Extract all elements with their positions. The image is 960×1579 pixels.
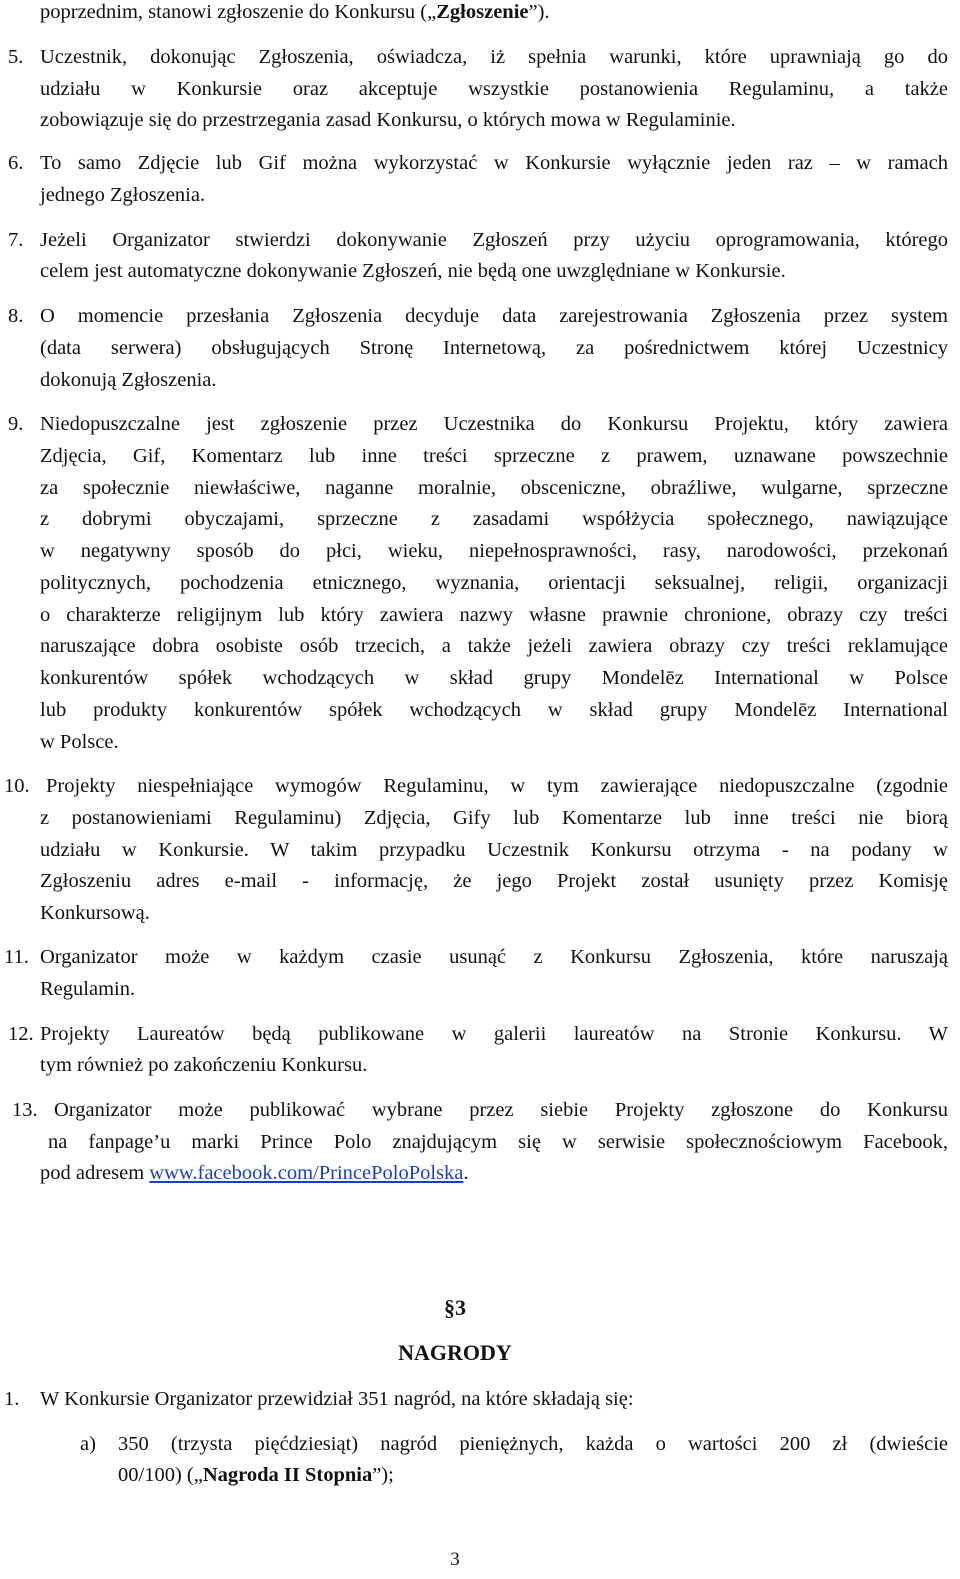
paragraph-line: naruszające dobra osobiste osób trzecich, a także jeżeli zawiera obrazy czy treści reklamujące [40, 635, 948, 657]
paragraph-number: 8. [8, 305, 24, 327]
paragraph-line: z dobrymi obyczajami, sprzeczne z zasadami współżycia społecznego, nawiązujące [40, 508, 948, 530]
section-title: NAGRODY [398, 1340, 512, 1365]
paragraph-line: lub produkty konkurentów spółek wchodzących w skład grupy Mondelēz International [40, 699, 948, 721]
paragraph-line: Zgłoszeniu adres e-mail - informację, że jego Projekt został usunięty przez Komisję [40, 870, 948, 892]
paragraph-line: Projekty niespełniające wymogów Regulaminu, w tym zawierające niedopuszczalne (zgodnie [46, 775, 948, 797]
defined-term: Zgłoszenie [436, 1, 529, 23]
paragraph-number: 12. [8, 1023, 34, 1045]
paragraph-line: celem jest automatyczne dokonywanie Zgłoszeń, nie będą one uwzględniane w Konkursie. [40, 260, 786, 282]
paragraph-line: w Polsce. [40, 731, 119, 753]
paragraph-line: 350 (trzysta pięćdziesiąt) nagród pieniężnych, każda o wartości 200 zł (dwieście [118, 1433, 948, 1455]
paragraph-line: dokonują Zgłoszenia. [40, 369, 217, 391]
paragraph-number: 13. [12, 1099, 38, 1121]
paragraph-line: Uczestnik, dokonując Zgłoszenia, oświadcza, iż spełnia warunki, które uprawniają go do [40, 46, 948, 68]
paragraph-line: Konkursową. [40, 902, 150, 924]
paragraph-line: tym również po zakończeniu Konkursu. [40, 1054, 368, 1076]
paragraph-number: 11. [4, 946, 29, 968]
paragraph-line: Organizator może publikować wybrane przez siebie Projekty zgłoszone do Konkursu [54, 1099, 948, 1121]
paragraph-line: za społecznie niewłaściwe, naganne moralnie, obsceniczne, obraźliwe, wulgarne, sprzeczne [40, 477, 948, 499]
page-number: 3 [450, 1549, 460, 1570]
paragraph-line: z postanowieniami Regulaminu) Zdjęcia, Gify lub Komentarze lub inne treści nie biorą [40, 807, 948, 829]
paragraph-line: jednego Zgłoszenia. [40, 184, 206, 206]
paragraph-line: udziału w Konkursie oraz akceptuje wszystkie postanowienia Regulaminu, a także [40, 78, 948, 100]
list-label: a) [80, 1433, 96, 1455]
paragraph-line: pod adresem www.facebook.com/PrincePoloPolska. [40, 1162, 469, 1184]
paragraph-line: Organizator może w każdym czasie usunąć z Konkursu Zgłoszenia, które naruszają [40, 946, 948, 968]
facebook-link[interactable]: www.facebook.com/PrincePoloPolska [149, 1162, 464, 1184]
paragraph-line: 00/100) („Nagroda II Stopnia”); [118, 1464, 394, 1486]
paragraph-line: w negatywny sposób do płci, wieku, niepełnosprawności, rasy, narodowości, przekonań [40, 540, 948, 562]
paragraph-line: To samo Zdjęcie lub Gif można wykorzystać w Konkursie wyłącznie jeden raz – w ramach [40, 152, 948, 174]
paragraph-number: 5. [8, 46, 24, 68]
paragraph-line: Regulamin. [40, 978, 136, 1000]
paragraph-line: Niedopuszczalne jest zgłoszenie przez Uczestnika do Konkursu Projektu, który zawiera [40, 413, 948, 435]
paragraph-line: O momencie przesłania Zgłoszenia decyduje data zarejestrowania Zgłoszenia przez system [40, 305, 948, 327]
paragraph-line: politycznych, pochodzenia etnicznego, wyznania, orientacji seksualnej, religii, organizacji [40, 572, 948, 594]
paragraph-4-tail: poprzednim, stanowi zgłoszenie do Konkursu („Zgłoszenie”). [40, 1, 550, 23]
paragraph-line: udziału w Konkursie. W takim przypadku Uczestnik Konkursu otrzyma - na podany w [40, 839, 948, 861]
paragraph-number: 9. [8, 413, 24, 435]
section-number: §3 [444, 1295, 466, 1320]
paragraph-line: na fanpage’u marki Prince Polo znajdującym się w serwisie społecznościowym Facebook, [48, 1131, 948, 1153]
paragraph-number: 10. [4, 775, 30, 797]
paragraph-number: 6. [8, 152, 24, 174]
paragraph-number: 7. [8, 229, 24, 251]
paragraph-line: konkurentów spółek wchodzących w skład grupy Mondelēz International w Polsce [40, 667, 948, 689]
paragraph-line: Zdjęcia, Gif, Komentarz lub inne treści sprzeczne z prawem, uznawane powszechnie [40, 445, 948, 467]
paragraph-number: 1. [4, 1388, 20, 1410]
paragraph-line: (data serwera) obsługujących Stronę Internetową, za pośrednictwem której Uczestnicy [40, 337, 948, 359]
paragraph-line: W Konkursie Organizator przewidział 351 nagród, na które składają się: [40, 1388, 634, 1410]
defined-term: Nagroda II Stopnia [202, 1464, 373, 1486]
paragraph-line: o charakterze religijnym lub który zawiera nazwy własne prawnie chronione, obrazy czy treści [40, 604, 948, 626]
paragraph-line: Jeżeli Organizator stwierdzi dokonywanie Zgłoszeń przy użyciu oprogramowania, którego [40, 229, 948, 251]
paragraph-line: Projekty Laureatów będą publikowane w galerii laureatów na Stronie Konkursu. W [40, 1023, 948, 1045]
paragraph-line: zobowiązuje się do przestrzegania zasad Konkursu, o których mowa w Regulaminie. [40, 109, 736, 131]
